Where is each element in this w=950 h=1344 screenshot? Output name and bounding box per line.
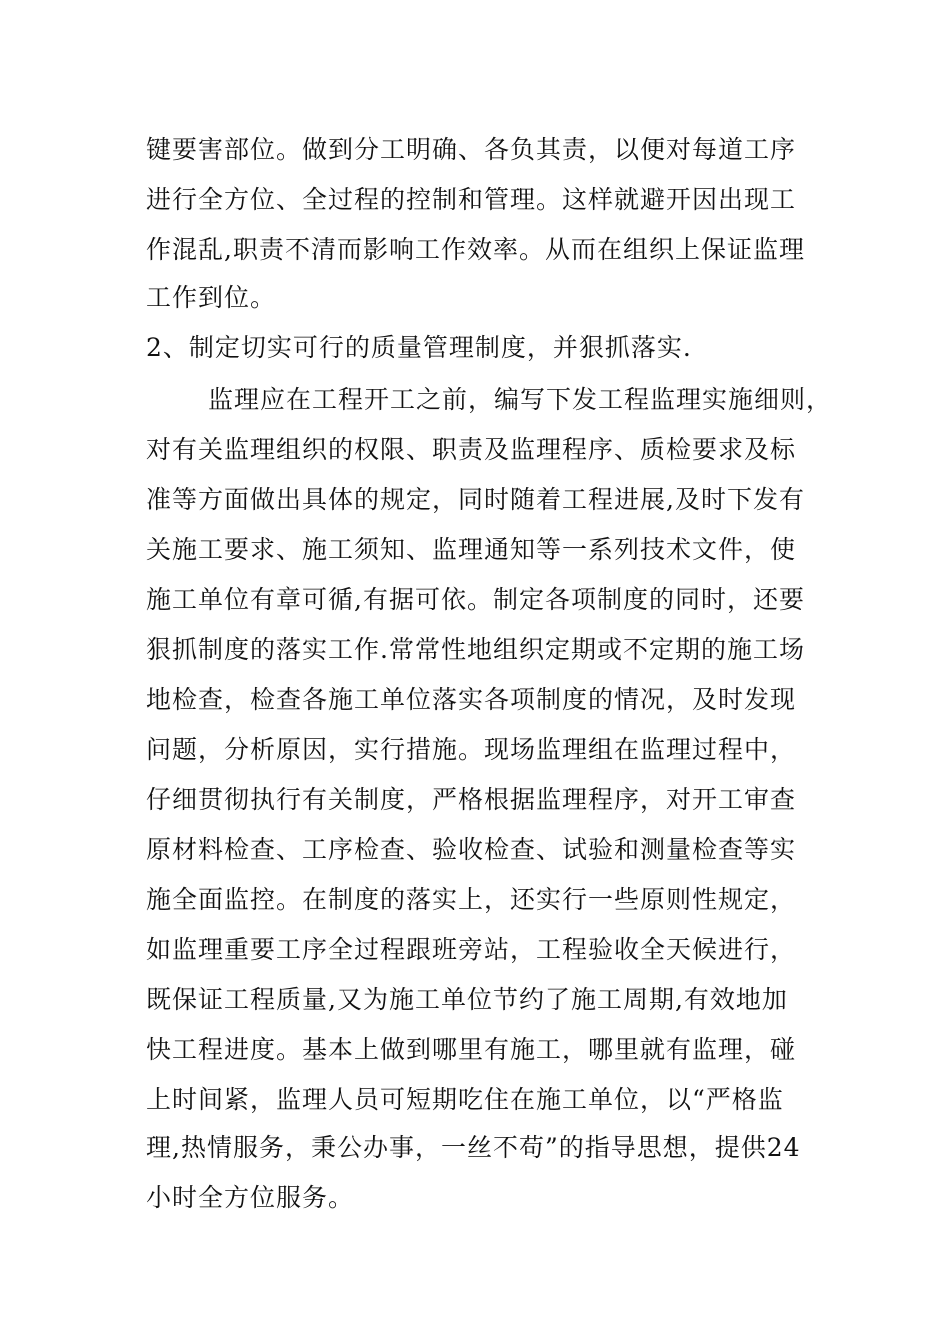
text-line: 仔细贯彻执行有关制度，严格根据监理程序，对开工审查 <box>146 785 797 814</box>
text-line: 准等方面做出具体的规定，同时随着工程进展,及时下发有 <box>146 485 805 514</box>
text-line: 作混乱,职责不清而影响工作效率。从而在组织上保证监理 <box>146 235 805 264</box>
paragraph-first-line: 监理应在工程开工之前，编写下发工程监理实施细则， <box>208 385 833 414</box>
text-line: 施工单位有章可循,有据可依。制定各项制度的同时，还要 <box>146 585 805 614</box>
text-line: 如监理重要工序全过程跟班旁站，工程验收全天候进行， <box>146 935 797 964</box>
text-line: 快工程进度。基本上做到哪里有施工，哪里就有监理，碰 <box>146 1035 797 1064</box>
text-line: 原材料检查、工序检查、验收检查、试验和测量检查等实 <box>146 835 797 864</box>
text-line: 对有关监理组织的权限、职责及监理程序、质检要求及标 <box>146 435 797 464</box>
text-line: 进行全方位、全过程的控制和管理。这样就避开因出现工 <box>146 185 797 214</box>
text-line: 键要害部位。做到分工明确、各负其责，以便对每道工序 <box>146 135 797 164</box>
text-line: 理,热情服务，秉公办事，一丝不苟”的指导思想，提供24 <box>146 1133 801 1162</box>
text-line: 关施工要求、施工须知、监理通知等一系列技术文件，使 <box>146 535 797 564</box>
text-line: 既保证工程质量,又为施工单位节约了施工周期,有效地加 <box>146 985 788 1014</box>
text-line: 狠抓制度的落实工作.常常性地组织定期或不定期的施工场 <box>146 635 805 664</box>
text-line: 上时间紧，监理人员可短期吃住在施工单位，以“严格监 <box>146 1085 784 1114</box>
text-line: 工作到位。 <box>146 283 277 312</box>
section-heading: 2、制定切实可行的质量管理制度，并狠抓落实. <box>146 333 692 362</box>
text-line: 小时全方位服务。 <box>146 1183 355 1212</box>
text-line: 地检查，检查各施工单位落实各项制度的情况，及时发现 <box>146 685 797 714</box>
text-line: 问题，分析原因，实行措施。现场监理组在监理过程中， <box>146 735 797 764</box>
text-line: 施全面监控。在制度的落实上，还实行一些原则性规定， <box>146 885 797 914</box>
